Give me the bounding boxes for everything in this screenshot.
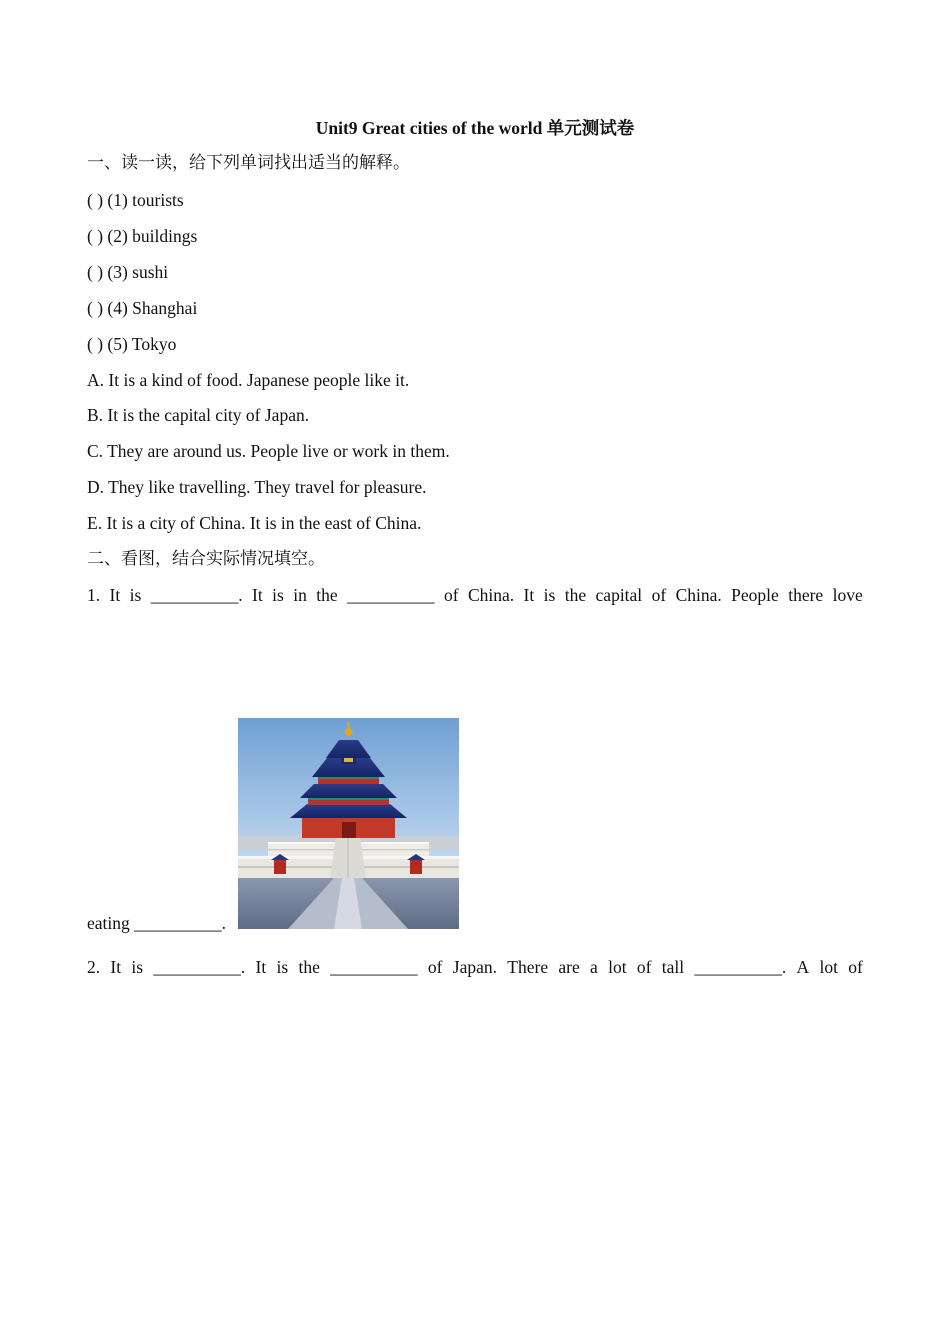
- temple-of-heaven-image: [238, 718, 459, 929]
- section-1-heading: 一、读一读，给下列单词找出适当的解释。: [87, 153, 410, 173]
- page-title: Unit9 Great cities of the world 单元测试卷: [315, 118, 635, 138]
- matching-item-2: ( ) (2) buildings: [87, 226, 198, 246]
- question-1-end: eating __________.: [87, 913, 227, 933]
- question-1-line: 1. It is __________. It is in the __________ of China. It is the capital of China. People there love: [87, 585, 863, 605]
- option-b: B. It is the capital city of Japan.: [87, 405, 310, 425]
- option-a: A. It is a kind of food. Japanese people like it.: [87, 370, 410, 390]
- option-d: D. They like travelling. They travel for pleasure.: [87, 477, 427, 497]
- matching-item-1: ( ) (1) tourists: [87, 190, 184, 210]
- matching-item-4: ( ) (4) Shanghai: [87, 298, 198, 318]
- option-e: E. It is a city of China. It is in the east of China.: [87, 513, 422, 533]
- section-2-heading: 二、看图，结合实际情况填空。: [87, 549, 325, 569]
- option-c: C. They are around us. People live or work in them.: [87, 441, 450, 461]
- matching-item-5: ( ) (5) Tokyo: [87, 334, 177, 354]
- matching-item-3: ( ) (3) sushi: [87, 262, 169, 282]
- question-2-line: 2. It is __________. It is the __________ of Japan. There are a lot of tall __________. A lot of: [87, 957, 863, 977]
